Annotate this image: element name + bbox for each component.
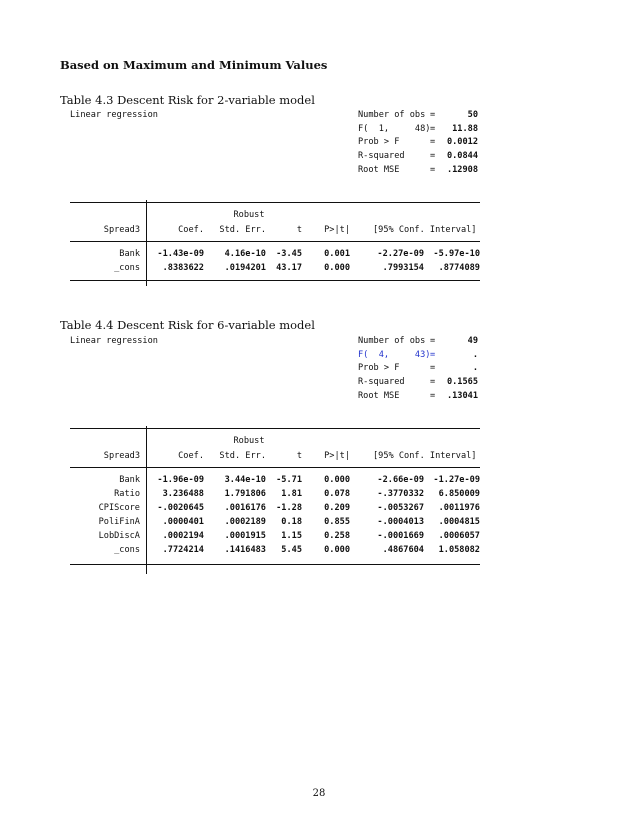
- coefficient-table: Robust Spread3 Coef. Std. Err. t P>|t| [95% Conf. Interval] Bank -1.43e-09 4.16e-10 -3.45 0.001 -2.27e-09 -5.97e-10 _cons .8383622 .0194201 43.17 0.000 .7993154 .8774089: [70, 200, 480, 290]
- header-ci: [95% Conf. Interval]: [373, 225, 477, 235]
- page-number: 28: [312, 788, 326, 799]
- header-robust: Robust: [233, 210, 265, 220]
- coefficient-table: Robust Spread3 Coef. Std. Err. t P>|t| [95% Conf. Interval] Bank -1.96e-09 3.44e-10 -5.71 0.000 -2.66e-09 -1.27e-09 Ratio 3.236488 1.791806 1.81 0.078 -.3770332 6.850009 CPIScore -.0020645 .0016176 -1.28 0.209 -.0053267 .0011976 PoliFinA .0000401 .0002189 0.18 0.855 -.0004013 .0004815 LobDiscA .0002194 .0001915 1.15 0.258 -.0001669 .0006057 _cons .7724214 .1416483 5.45 0.000 .4867604 1.058082: [70, 426, 480, 576]
- header-var: Spread3: [103, 451, 140, 461]
- table-header-rule: [70, 467, 480, 468]
- table-bottom-rule: [70, 564, 480, 565]
- header-p: P>|t|: [324, 225, 350, 235]
- table-top-rule: [70, 428, 480, 429]
- header-coef: Coef.: [178, 451, 204, 461]
- header-p: P>|t|: [324, 451, 350, 461]
- header-ci: [95% Conf. Interval]: [373, 451, 477, 461]
- header-t: t: [296, 451, 302, 461]
- regression-title: Linear regression: [70, 110, 158, 120]
- regression-output-4-3: Linear regression Number of obs = 50 F( 1, 48) = 11.88 Prob > F = 0.0012 R-squared = 0.0844 Root MSE = .12908 Robust Spread3 Coef. Std. Err. t P>|t| [95% Conf. Interval] Bank -1.43e-09 4.16e-10 -3.45 0.001 -2.27e-09 -5.97e-10 _cons .8383622 .0194201 43.17 0.000 .7993154 .8774089: [60, 110, 485, 290]
- table-top-rule: [70, 202, 480, 203]
- regression-output-4-4: Linear regression Number of obs = 49 F( 4, 43) = . Prob > F = . R-squared = 0.1565 Root MSE = .13041 Robust Spread3 Coef. Std. Err. t P>|t| [95% Conf. Interval] Bank -1.96e-09 3.44e-10 -5.71 0.000 -2.66e-09 -1.27e-09 Ratio 3.236488 1.791806 1.81 0.078 -.3770332 6.850009 CPIScore -.0020645 .0016176 -1.28 0.209 -.0053267 .0011976 PoliFinA .0000401 .0002189 0.18 0.855 -.0004013 .0004815 LobDiscA .0002194 .0001915 1.15 0.258 -.0001669 .0006057 _cons .7724214 .1416483 5.45 0.000 .4867604 1.058082: [60, 336, 485, 576]
- section-heading: Based on Maximum and Minimum Values: [60, 58, 328, 72]
- header-var: Spread3: [103, 225, 140, 235]
- header-t: t: [296, 225, 302, 235]
- header-robust: Robust: [233, 436, 265, 446]
- header-se: Std. Err.: [219, 225, 266, 235]
- regression-title: Linear regression: [70, 336, 158, 346]
- header-se: Std. Err.: [219, 451, 266, 461]
- table-caption-4-4: Table 4.4 Descent Risk for 6-variable model: [60, 318, 315, 332]
- table-bottom-rule: [70, 280, 480, 281]
- header-coef: Coef.: [178, 225, 204, 235]
- table-vertical-rule: [146, 200, 147, 286]
- table-vertical-rule: [146, 426, 147, 574]
- table-header-rule: [70, 241, 480, 242]
- table-caption-4-3: Table 4.3 Descent Risk for 2-variable model: [60, 93, 315, 107]
